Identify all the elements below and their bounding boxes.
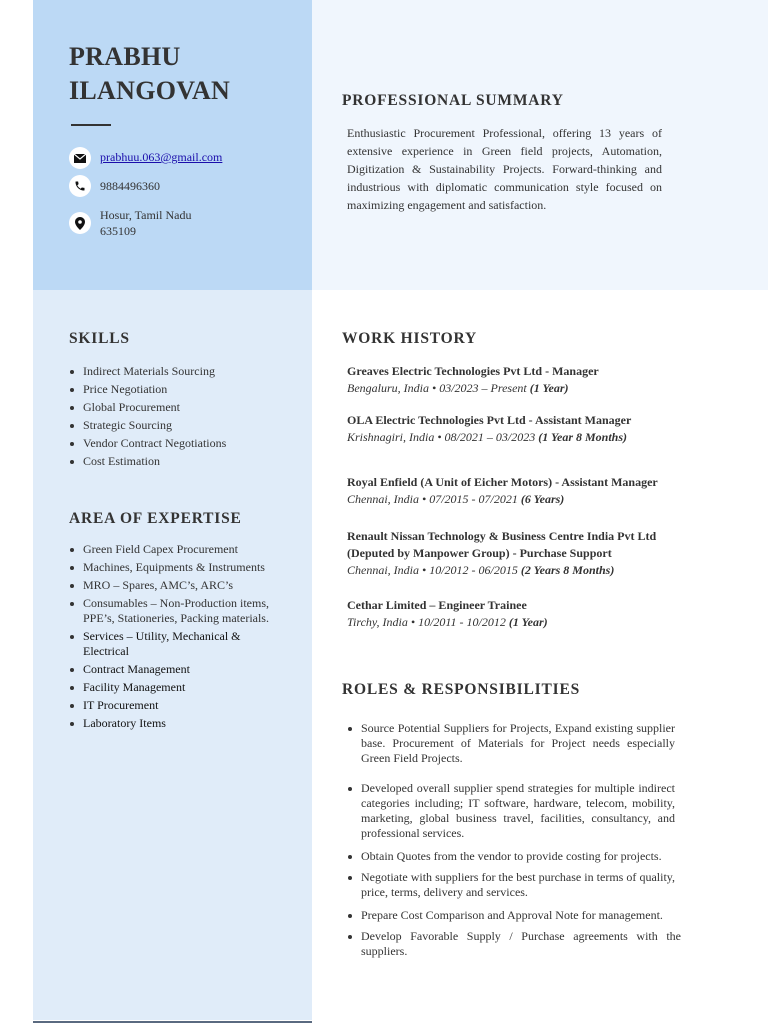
job-duration: (1 Year): [529, 381, 569, 395]
expertise-heading: AREA OF EXPERTISE: [69, 510, 242, 527]
summary-text: Enthusiastic Procurement Professional, offering 13 years of extensive experience in Green field projects, Automation, Digitization & Sustainability Projects. Forward-thinking and industrious with diplomatic communication style focused on maximizing engagement and satisfaction.: [347, 126, 662, 212]
summary-heading: PROFESSIONAL SUMMARY: [342, 92, 564, 109]
name-line-2: ILANGOVAN: [69, 76, 231, 105]
job-meta: [347, 380, 687, 397]
job-title: Renault Nissan Technology & Business Centre India Pvt Ltd (Deputed by Manpower Group) - Purchase Support: [347, 529, 657, 560]
job-entry: [347, 363, 687, 397]
job-title: OLA Electric Technologies Pvt Ltd - Assistant Manager: [347, 413, 632, 427]
address-postcode: 635109: [100, 224, 136, 238]
role-item: Source Potential Suppliers for Projects, Expand existing supplier base. Procurement of Materials for Project needs especially Green Field Projects.: [347, 721, 675, 766]
skill-item: Indirect Materials Sourcing: [69, 364, 284, 379]
role-item: Developed overall supplier spend strategies for multiple indirect categories including; IT software, hardware, telecom, mobility, marketing, global business travel, facilities, consultancy, and professional services.: [347, 781, 675, 841]
expertise-item: IT Procurement: [69, 698, 279, 713]
contact-email-row: [69, 147, 222, 169]
expertise-item: Laboratory Items: [69, 716, 279, 731]
expertise-item: Services – Utility, Mechanical & Electrical: [69, 629, 259, 659]
address-city: Hosur, Tamil Nadu: [100, 208, 192, 222]
job-duration: (1 Year): [508, 615, 548, 629]
email-link[interactable]: prabhuu.063@gmail.com: [100, 150, 223, 164]
address: [100, 207, 191, 239]
roles-heading: ROLES & RESPONSIBILITIES: [342, 681, 581, 698]
skills-list: [69, 364, 284, 472]
role-item: Develop Favorable Supply / Purchase agreements with the suppliers.: [347, 929, 681, 959]
phone-number: 9884496360: [100, 179, 160, 193]
name-line-1: PRABHU: [69, 42, 181, 71]
expertise-item: Green Field Capex Procurement: [69, 542, 279, 557]
contact-phone-row: [69, 175, 160, 197]
job-entry: [347, 597, 687, 631]
job-duration: (1 Year 8 Months): [538, 430, 628, 444]
skill-item: Cost Estimation: [69, 454, 284, 469]
phone-icon: [69, 175, 91, 197]
job-location-dates: Chennai, India • 10/2012 - 06/2015: [347, 563, 521, 577]
candidate-name: [69, 40, 230, 108]
skills-heading: SKILLS: [69, 330, 130, 347]
job-title: Greaves Electric Technologies Pvt Ltd - Manager: [347, 364, 599, 378]
expertise-item: MRO – Spares, AMC’s, ARC’s: [69, 578, 279, 593]
job-meta: [347, 429, 687, 446]
role-item: Negotiate with suppliers for the best purchase in terms of quality, price, terms, delivery and services.: [347, 870, 675, 900]
expertise-item: Contract Management: [69, 662, 279, 677]
email-icon: [69, 147, 91, 169]
expertise-item: Consumables – Non-Production items, PPE’s, Stationeries, Packing materials.: [69, 596, 269, 626]
name-divider: [71, 124, 111, 126]
job-entry: [347, 412, 687, 446]
work-history-heading: WORK HISTORY: [342, 330, 477, 347]
job-title: Cethar Limited – Engineer Trainee: [347, 598, 527, 612]
skill-item: Strategic Sourcing: [69, 418, 284, 433]
role-item: Obtain Quotes from the vendor to provide costing for projects.: [347, 849, 689, 864]
job-duration: (2 Years 8 Months): [520, 563, 615, 577]
location-pin-icon: [69, 212, 91, 234]
expertise-list: [69, 542, 279, 734]
job-meta: [347, 614, 687, 631]
job-meta: [347, 562, 665, 579]
job-location-dates: Krishnagiri, India • 08/2021 – 03/2023: [347, 430, 539, 444]
job-location-dates: Bengaluru, India • 03/2023 – Present: [347, 381, 530, 395]
job-title: Royal Enfield (A Unit of Eicher Motors) - Assistant Manager: [347, 475, 658, 489]
skill-item: Vendor Contract Negotiations: [69, 436, 284, 451]
job-location-dates: Tirchy, India • 10/2011 - 10/2012: [347, 615, 509, 629]
job-entry: [347, 474, 687, 508]
contact-address-row: [69, 207, 191, 239]
job-meta: [347, 491, 687, 508]
role-item: Prepare Cost Comparison and Approval Note for management.: [347, 908, 689, 923]
job-entry: [347, 528, 665, 579]
job-duration: (6 Years): [520, 492, 565, 506]
expertise-item: Facility Management: [69, 680, 279, 695]
expertise-item: Machines, Equipments & Instruments: [69, 560, 279, 575]
skill-item: Global Procurement: [69, 400, 284, 415]
skill-item: Price Negotiation: [69, 382, 284, 397]
job-location-dates: Chennai, India • 07/2015 - 07/2021: [347, 492, 521, 506]
